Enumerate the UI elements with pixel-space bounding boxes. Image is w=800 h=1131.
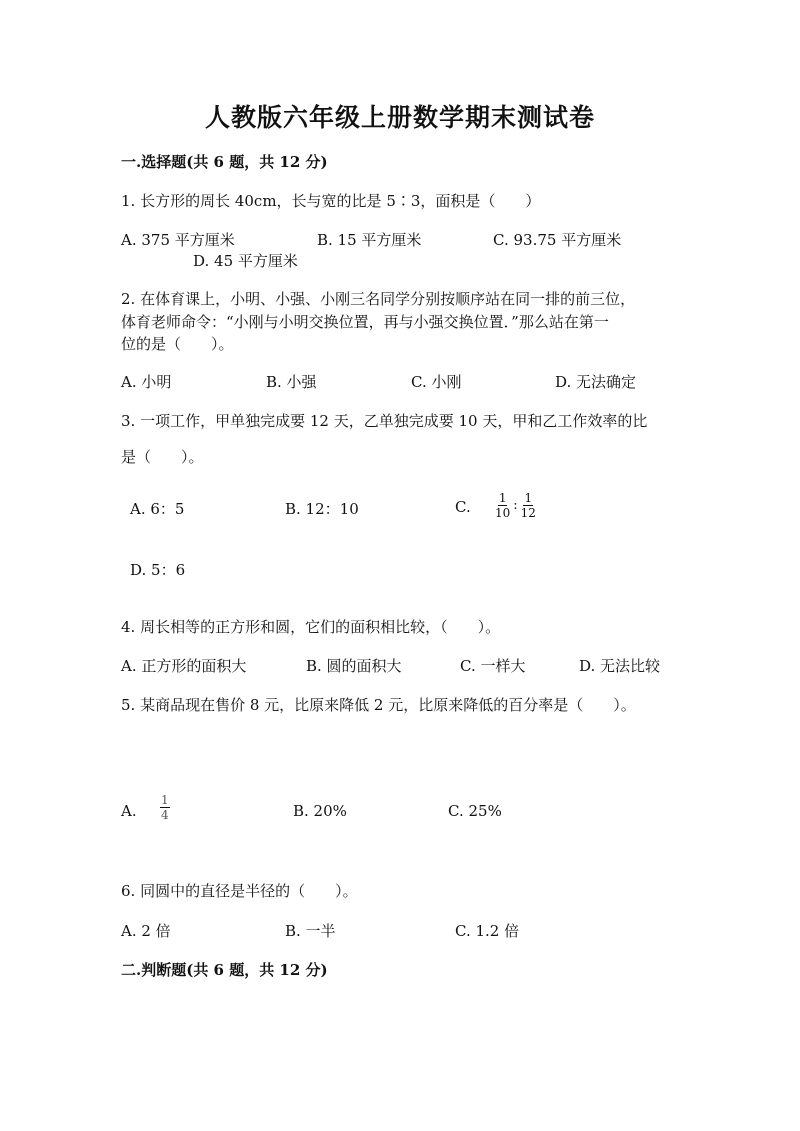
question-1-option-b: B. 15 平方厘米 xyxy=(317,231,422,249)
question-5-option-a-label: A. xyxy=(121,802,137,820)
question-2-option-a: A. 小明 xyxy=(121,373,172,391)
question-1-option-c: C. 93.75 平方厘米 xyxy=(493,231,622,249)
fraction-denominator: 10 xyxy=(495,506,511,520)
question-5-option-c: C. 25% xyxy=(448,802,502,820)
question-1-option-d: D. 45 平方厘米 xyxy=(193,252,298,270)
question-3-stem-line-2: 是（ ）。 xyxy=(121,448,204,466)
question-4-option-a: A. 正方形的面积大 xyxy=(121,657,247,675)
fraction-one-quarter xyxy=(160,793,170,822)
question-5-option-b: B. 20% xyxy=(293,802,347,820)
fraction-numerator: 1 xyxy=(498,491,507,505)
question-6-option-c: C. 1.2 倍 xyxy=(455,922,520,940)
question-3-option-a: A. 6：5 xyxy=(130,500,185,518)
fraction-denominator: 4 xyxy=(161,808,169,822)
question-1-option-a: A. 375 平方厘米 xyxy=(121,231,235,249)
question-3-stem-line-1: 3. 一项工作，甲单独完成要 12 天，乙单独完成要 10 天，甲和乙工作效率的比 xyxy=(121,412,648,430)
question-3-option-c-label: C. xyxy=(455,498,471,516)
question-3-option-b: B. 12：10 xyxy=(285,500,359,518)
question-5-stem: 5. 某商品现在售价 8 元，比原来降低 2 元，比原来降低的百分率是（ ）。 xyxy=(121,696,636,714)
question-4-option-b: B. 圆的面积大 xyxy=(306,657,402,675)
page-title: 人教版六年级上册数学期末测试卷 xyxy=(204,103,595,132)
section-heading-true-false: 二.判断题(共 6 题，共 12 分) xyxy=(121,961,328,979)
fraction-numerator: 1 xyxy=(524,491,533,505)
question-2-option-c: C. 小刚 xyxy=(411,373,462,391)
question-4-option-c: C. 一样大 xyxy=(460,657,526,675)
question-1-stem: 1. 长方形的周长 40cm，长与宽的比是 5∶3，面积是（ ） xyxy=(121,192,541,210)
fraction-numerator: 1 xyxy=(161,793,169,807)
question-2-stem-line-3: 位的是（ ）。 xyxy=(121,335,234,353)
question-3-option-c-ratio xyxy=(494,491,537,520)
question-2-stem-line-2: 体育老师命令：“小刚与小明交换位置，再与小强交换位置．”那么站在第一 xyxy=(121,313,609,331)
question-2-option-d: D. 无法确定 xyxy=(555,373,637,391)
question-5-option-a-fraction xyxy=(160,793,170,822)
question-6-option-a: A. 2 倍 xyxy=(121,922,171,940)
fraction-denominator: 12 xyxy=(520,506,536,520)
question-6-stem: 6. 同圆中的直径是半径的（ ）。 xyxy=(121,882,358,900)
question-4-option-d: D. 无法比较 xyxy=(579,657,661,675)
section-heading-choice: 一.选择题(共 6 题，共 12 分) xyxy=(121,153,328,171)
fraction-one-twelfth xyxy=(520,491,537,520)
question-4-stem: 4. 周长相等的正方形和圆，它们的面积相比较，（ ）。 xyxy=(121,618,501,636)
question-6-option-b: B. 一半 xyxy=(285,922,336,940)
ratio-colon: : xyxy=(513,498,518,513)
question-2-option-b: B. 小强 xyxy=(266,373,317,391)
fraction-one-tenth xyxy=(494,491,511,520)
question-2-stem-line-1: 2. 在体育课上，小明、小强、小刚三名同学分别按顺序站在同一排的前三位， xyxy=(121,290,636,308)
question-3-option-d: D. 5：6 xyxy=(130,561,186,579)
